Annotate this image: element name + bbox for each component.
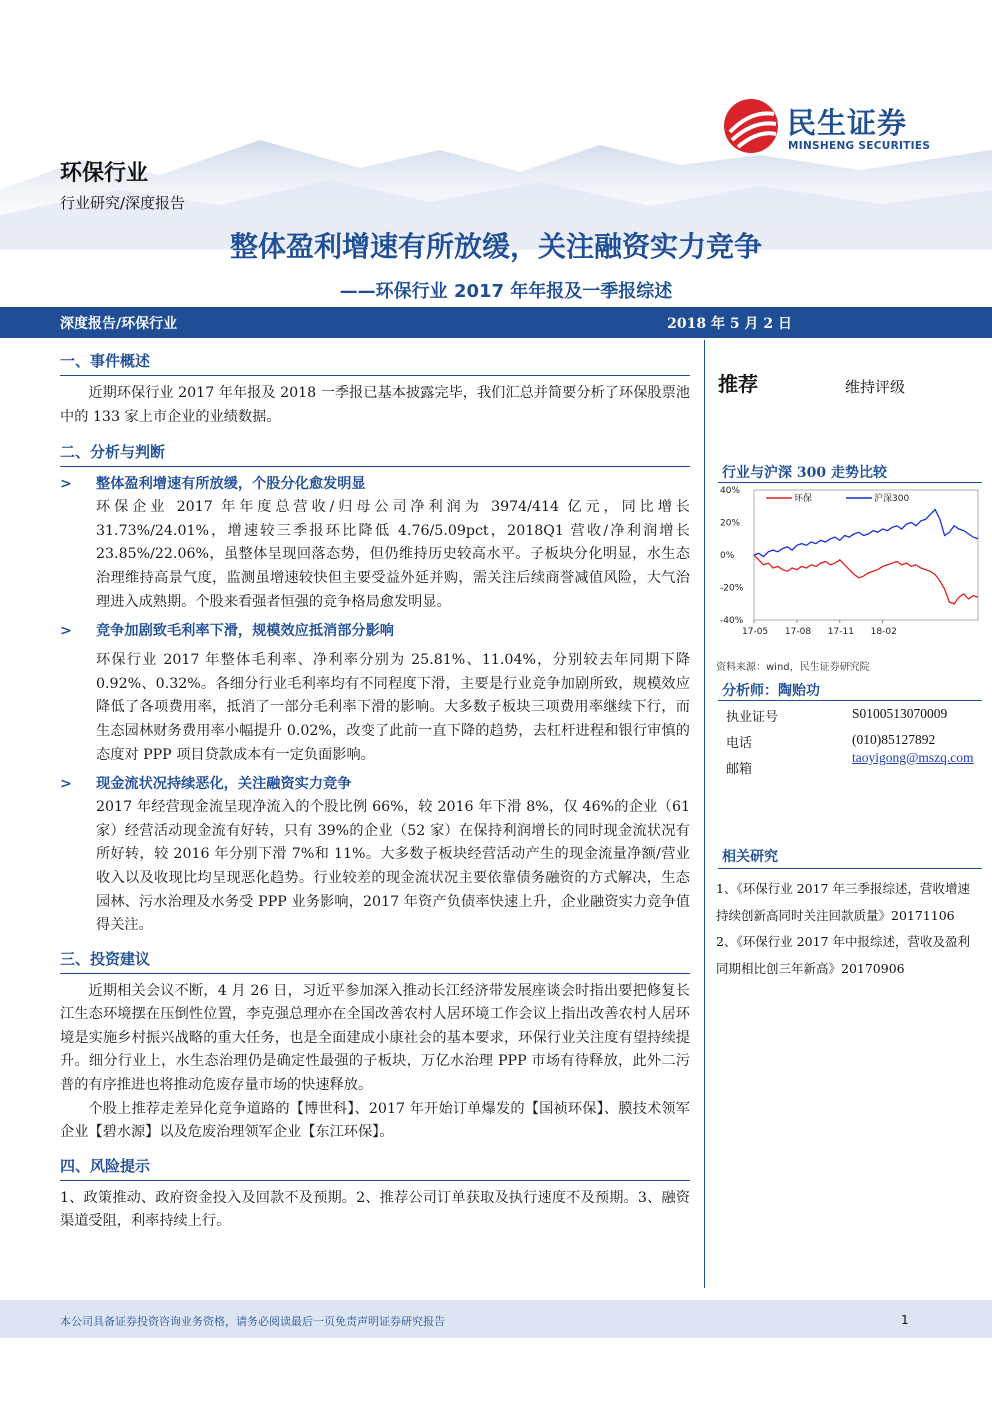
page-title: 整体盈利增速有所放缓，关注融资实力竞争: [229, 230, 762, 263]
section-rule: [60, 1180, 690, 1181]
paragraph: 近期相关会议不断，4 月 26 日，习近平参加深入推动长江经济带发展座谈会时指出要把修复长江生态环境摆在压倒性位置，李克强总理亦在全国改善农村人居环境工作会议上指出改善农村人居环境是实施乡村振兴战略的重大任务，也是全面建成小康社会的基本要求，环保行业关注度有望持续提升。细分行业上，水生态治理仍是确定性最强的子板块，万亿水治理 PPP 市场有待释放，此外二污普的有序推进也将推动危废存量市场的快速释放。: [60, 982, 690, 1094]
x-tick-label: 17-08: [784, 627, 812, 637]
email-label: 邮箱: [726, 762, 753, 777]
email-link[interactable]: taoyigong@mszq.com: [852, 750, 974, 765]
sidebar-rule: [718, 700, 982, 701]
paragraph: 环保行业 2017 年整体毛利率、净利率分别为 25.81%、11.04%，分别较去年同期下降 0.92%、0.32%。各细分行业毛利率均有不同程度下滑，主要是行业竞争加剧所致，规模效应降低了各项费用率，抵消了一部分毛利率下滑的影响。大多数子板块三项费用率继续下行，而生态园林财务费用率小幅提升 0.02%，改变了此前一直下降的趋势，去杠杆进程和银行审慎的态度对 PPP 项目贷款成本有一定负面影响。: [96, 652, 690, 763]
phone-value: (010)85127892: [852, 732, 936, 747]
column-divider: [704, 340, 705, 1288]
bullet-heading: [60, 620, 690, 643]
section-rule: [60, 973, 690, 974]
arrow-bullet-icon: >: [60, 776, 72, 793]
x-tick-label: 17-05: [742, 627, 769, 637]
y-tick-label: 40%: [720, 486, 741, 496]
legend-label: 沪深300: [874, 494, 910, 504]
y-tick-label: 0%: [720, 551, 735, 561]
page-subtitle: ——环保行业 2017 年年报及一季报综述: [339, 281, 673, 302]
y-tick-label: -40%: [720, 616, 744, 626]
cert-value: S0100513070009: [852, 706, 948, 721]
page-number: 1: [901, 1313, 909, 1327]
related-item[interactable]: 1、《环保行业 2017 年三季报综述，营收增速持续创新高同时关注回款质量》20171106: [716, 881, 970, 923]
y-tick-label: -20%: [720, 583, 744, 594]
report-type: 行业研究/深度报告: [60, 194, 186, 212]
section-title: 三、投资建议: [60, 949, 151, 968]
chart-plot-frame: [754, 490, 978, 620]
bullet-heading-text: 整体盈利增速有所放缓，个股分化愈发明显: [96, 476, 366, 493]
logo-text: 民生证券: [787, 106, 908, 140]
section-title: 二、分析与判断: [60, 443, 166, 462]
bullet-heading-text: 现金流状况持续恶化，关注融资实力竞争: [96, 776, 352, 793]
sidebar-rule: [718, 482, 982, 483]
bullet-heading-text: 竞争加剧致毛利率下滑，规模效应抵消部分影响: [96, 623, 394, 640]
y-tick-label: 20%: [720, 518, 741, 529]
legend-label: 环保: [794, 494, 813, 504]
related-title: 相关研究: [722, 849, 778, 865]
x-tick-label: 18-02: [870, 627, 897, 637]
arrow-bullet-icon: >: [60, 476, 72, 493]
band-date: 2018 年 5 月 2 日: [667, 316, 792, 332]
sidebar-rule: [718, 868, 982, 869]
section-rule: [60, 466, 690, 467]
paragraph: 2017 年经营现金流呈现净流入的个股比例 66%，较 2016 年下滑 8%，仅 46%的企业（61 家）经营活动现金流有好转，只有 39%的企业（52 家）在保持利润增长的同时现金流状况有所好转，较 2016 年分别下滑 7%和 11%。大多数子板块经营活动产生的现金流量净额/营业收入以及收现比均呈现恶化趋势。行业较差的现金流状况主要依靠债务融资的方式解决，生态园林、污水治理及水务受 PPP 业务影响，2017 年资产负债率快速上升，企业融资实力竞争值得关注。: [96, 799, 690, 934]
related-item[interactable]: 2、《环保行业 2017 年中报综述，营收及盈利同期相比创三年新高》20170906: [716, 934, 970, 976]
bullet-heading: [60, 473, 690, 496]
paragraph: 个股上推荐走差异化竞争道路的【博世科】、2017 年开始订单爆发的【国祯环保】、膜技术领军企业【碧水源】以及危废治理领军企业【东江环保】。: [60, 1100, 690, 1141]
analyst-title: 分析师：陶贻功: [722, 683, 820, 699]
band-category: 深度报告/环保行业: [60, 316, 178, 332]
footer-disclaimer: 本公司具备证券投资咨询业务资格，请务必阅读最后一页免责声明证券研究报告: [60, 1315, 445, 1328]
section-title: 一、事件概述: [60, 352, 151, 370]
phone-label: 电话: [726, 736, 753, 751]
series-line-hs300: [754, 510, 978, 557]
paragraph: 环保企业 2017 年年度总营收/归母公司净利润为 3974/414 亿元，同比增长 31.73%/24.01%，增速较三季报环比降低 4.76/5.09pct，2018Q1 营收/净利润增长 23.85%/22.06%，虽整体呈现回落态势，但仍维持历史较高水平。子板块分化明显，水生态治理维持高景气度，监测虽增速较快但主要受益外延并购，需关注后续商誉减值风险，大气治理进入成熟期。个股来看强者恒强的竞争格局愈发明显。: [96, 499, 690, 610]
paragraph: 1、政策推动、政府资金投入及回款不及预期。2、推荐公司订单获取及执行速度不及预期。3、融资渠道受阻，利率持续上行。: [60, 1189, 690, 1230]
industry-label: 环保行业: [60, 161, 149, 186]
arrow-bullet-icon: >: [60, 623, 72, 640]
series-line-huanbao: [754, 555, 978, 604]
rating-value: 推荐: [718, 372, 758, 396]
rating-note: 维持评级: [845, 378, 906, 396]
chart-source: 资料来源：wind，民生证券研究院: [716, 662, 870, 673]
section-title: 四、风险提示: [60, 1156, 151, 1175]
bullet-heading: [60, 773, 690, 796]
chart-title: 行业与沪深 300 走势比较: [722, 465, 887, 481]
main-content: [60, 350, 690, 1234]
paragraph: 近期环保行业 2017 年年报及 2018 一季报已基本披露完毕，我们汇总并简要分析了环保股票池中的 133 家上市企业的业绩数据。: [60, 385, 690, 425]
logo-text-en: MINSHENG SECURITIES: [788, 140, 931, 152]
section-rule: [60, 375, 690, 376]
cert-label: 执业证号: [726, 710, 779, 725]
trend-chart: [718, 484, 982, 654]
related-research-list: [716, 876, 982, 982]
x-tick-label: 17-11: [827, 627, 854, 637]
